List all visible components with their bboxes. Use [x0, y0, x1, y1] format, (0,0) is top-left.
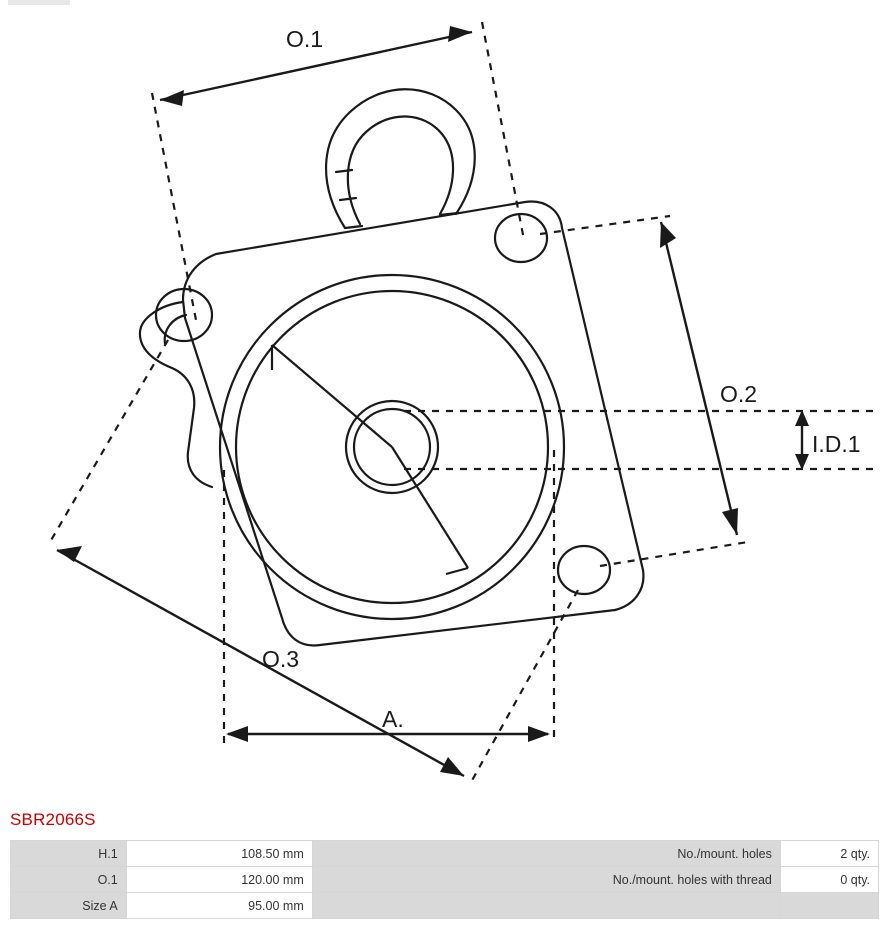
spec-value-2: [780, 893, 878, 919]
spec-label: H.1: [11, 841, 127, 867]
spec-value-2: 0 qty.: [780, 867, 878, 893]
spec-label-2: No./mount. holes: [312, 841, 780, 867]
spec-label-2: [312, 893, 780, 919]
internal-ribs: [272, 345, 468, 574]
spec-value-2: 2 qty.: [780, 841, 878, 867]
table-row: [11, 841, 879, 867]
part-number: SBR2066S: [10, 810, 96, 829]
dimension-id1: [404, 410, 878, 470]
dimension-label-a: A.: [382, 706, 404, 732]
dimension-label-o2: O.2: [720, 381, 758, 407]
spec-value: 120.00 mm: [126, 867, 312, 893]
spec-label: O.1: [11, 867, 127, 893]
dimension-label-o3: O.3: [262, 646, 300, 672]
spec-value: 95.00 mm: [126, 893, 312, 919]
spec-value: 108.50 mm: [126, 841, 312, 867]
table-row: [11, 867, 879, 893]
dimension-a: [224, 450, 554, 744]
table-row: [11, 893, 879, 919]
lifting-eye: [326, 89, 475, 228]
spec-label-2: No./mount. holes with thread: [312, 867, 780, 893]
dimension-label-id1: I.D.1: [812, 431, 861, 457]
spec-label: Size A: [11, 893, 127, 919]
dimension-label-o1: O.1: [286, 26, 324, 52]
housing-outline: [140, 202, 644, 646]
specifications-table: [10, 840, 879, 919]
